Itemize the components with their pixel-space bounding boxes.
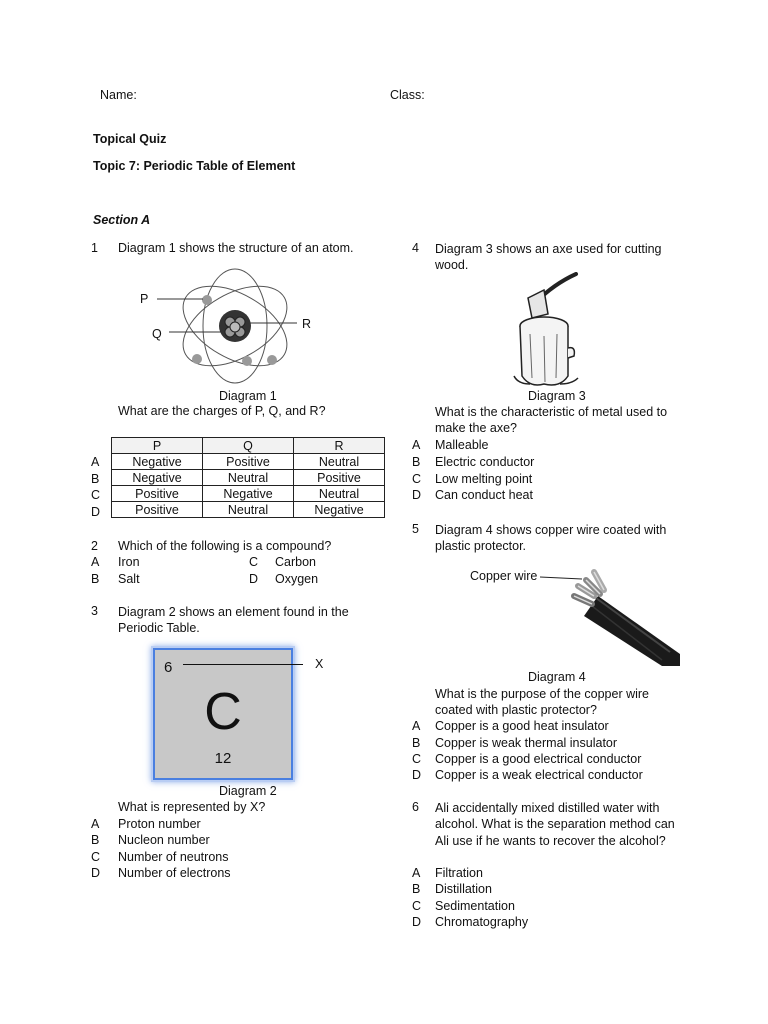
question-number: 1 [91,241,98,255]
section-title: Section A [93,213,151,227]
question-number: 5 [412,522,419,536]
option-letter: D [412,768,422,782]
option-text: Filtration [435,866,483,880]
class-label: Class: [390,88,425,102]
option-letter: C [412,752,422,766]
question-number: 6 [412,800,419,814]
table-row [112,486,385,502]
option-letter: A [412,866,421,880]
option-letter: A [412,438,421,452]
table-header-r: R [294,438,385,454]
option-letter: D [412,915,422,929]
option-text: Copper is weak thermal insulator [435,736,618,750]
table-row [112,502,385,518]
option-text: Oxygen [275,572,319,586]
option-text: Nucleon number [118,833,210,847]
option-text: Copper is a good electrical conductor [435,752,642,766]
question-prompt: What are the charges of P, Q, and R? [118,404,326,418]
question-number: 2 [91,539,98,553]
question-text: Diagram 4 shows copper wire coated with plastic protector. [435,523,667,554]
atom-diagram [140,265,320,390]
cable-icon [540,562,680,666]
label-p: P [140,292,149,306]
option-letter: C [412,472,422,486]
option-text: Salt [118,572,140,586]
option-text: Can conduct heat [435,488,533,502]
table-header-q: Q [203,438,294,454]
option-text: Number of neutrons [118,850,229,864]
table-cell: Positive [112,486,203,502]
element-top-number: 6 [164,659,173,676]
diagram-2-caption: Diagram 2 [219,784,277,798]
diagram-1-caption: Diagram 1 [219,389,277,403]
table-cell: Neutral [294,454,385,470]
option-text: Electric conductor [435,455,535,469]
option-text: Copper is a good heat insulator [435,719,609,733]
table-cell: Neutral [203,502,294,518]
option-letter: D [91,866,101,880]
table-cell: Positive [294,470,385,486]
option-text: Sedimentation [435,899,515,913]
option-letter: A [91,555,100,569]
option-text: Iron [118,555,140,569]
option-letter: C [91,850,101,864]
question-text: Which of the following is a compound? [118,539,332,553]
pointer-line [183,664,303,665]
table-cell: Neutral [294,486,385,502]
option-text: Distillation [435,882,492,896]
option-text: Carbon [275,555,316,569]
option-letter: D [91,505,101,519]
question-prompt: What is represented by X? [118,800,266,814]
table-cell: Negative [112,454,203,470]
option-letter: A [412,719,421,733]
option-text: Low melting point [435,472,533,486]
table-cell: Positive [203,454,294,470]
option-letter: B [412,455,421,469]
charges-table [111,437,385,518]
question-text: Diagram 3 shows an axe used for cutting wood. [435,242,662,273]
question-number: 3 [91,604,98,618]
option-letter: C [249,555,259,569]
option-letter: B [91,572,100,586]
table-cell: Positive [112,502,203,518]
element-tile [153,648,293,780]
element-symbol: C [204,683,242,741]
table-header-p: P [112,438,203,454]
option-letter: B [91,833,100,847]
diagram-4-caption: Diagram 4 [528,670,586,684]
option-text: Chromatography [435,915,529,929]
option-text: Number of electrons [118,866,231,880]
option-letter: B [412,882,421,896]
option-letter: A [91,455,100,469]
table-cell: Negative [203,486,294,502]
option-text: Copper is a weak electrical conductor [435,768,643,782]
option-letter: A [91,817,100,831]
question-text: Diagram 1 shows the structure of an atom. [118,241,354,255]
option-letter: D [249,572,259,586]
option-letter: B [91,472,100,486]
question-prompt: What is the characteristic of metal used to make the axe? [435,405,668,436]
option-text: Proton number [118,817,201,831]
copper-wire-label: Copper wire [470,569,538,583]
name-label: Name: [100,88,137,102]
question-number: 4 [412,241,419,255]
topic-title: Topic 7: Periodic Table of Element [93,159,296,173]
table-cell: Neutral [203,470,294,486]
question-text: Ali accidentally mixed distilled water with alcohol. What is the separation method can Ali use if he wants to recover the alcohol? [435,801,675,848]
table-cell: Negative [112,470,203,486]
pointer-label-x: X [315,657,324,671]
quiz-title: Topical Quiz [93,132,167,146]
question-prompt: What is the purpose of the copper wire coated with plastic protector? [435,687,650,718]
axe-stump-icon [510,272,582,390]
element-bottom-number: 12 [214,750,232,767]
option-letter: B [412,736,421,750]
option-text: Malleable [435,438,489,452]
question-text: Diagram 2 shows an element found in the Periodic Table. [118,605,349,636]
label-q: Q [152,327,162,341]
option-letter: D [412,488,422,502]
table-cell: Negative [294,502,385,518]
table-header-row [112,438,385,454]
diagram-3-caption: Diagram 3 [528,389,586,403]
table-row [112,470,385,486]
option-letter: C [412,899,422,913]
option-letter: C [91,488,101,502]
label-r: R [302,317,312,331]
table-row [112,454,385,470]
